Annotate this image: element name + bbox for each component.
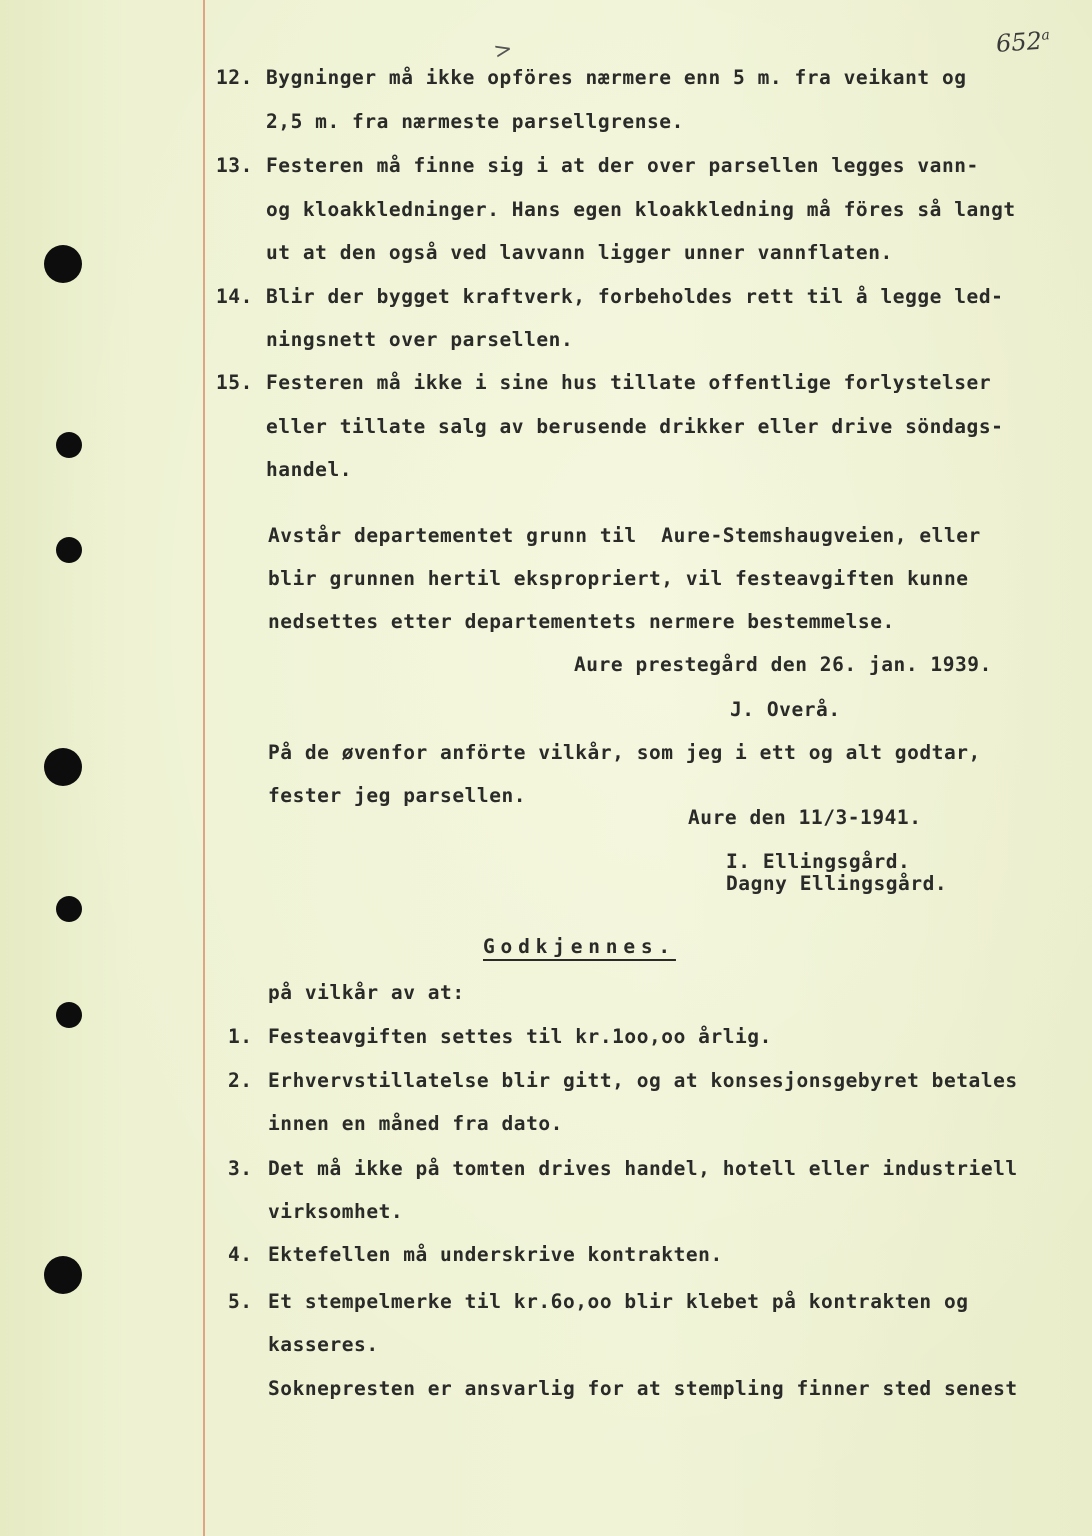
punch-hole bbox=[56, 1002, 82, 1028]
page-number bbox=[995, 26, 1051, 58]
condition-line: Et stempelmerke til kr.6o,oo blir klebet på kontrakten og bbox=[268, 1290, 969, 1313]
condition-line: virksomhet. bbox=[268, 1200, 404, 1223]
place-date: Aure prestegård den 26. jan. 1939. bbox=[574, 653, 992, 676]
condition-number: 2. bbox=[228, 1069, 253, 1092]
margin-rule bbox=[203, 0, 205, 1536]
signature: J. Overå. bbox=[730, 698, 841, 721]
clause-line: Blir der bygget kraftverk, forbeholdes rett til å legge led- bbox=[266, 285, 1004, 308]
handwritten-mark: > bbox=[491, 36, 515, 65]
paragraph-line: blir grunnen hertil ekspropriert, vil festeavgiften kunne bbox=[268, 567, 969, 590]
condition-line: Det må ikke på tomten drives handel, hotell eller industriell bbox=[268, 1157, 1018, 1180]
punch-hole bbox=[44, 245, 82, 283]
punch-hole bbox=[56, 432, 82, 458]
clause-line: Festeren må finne sig i at der over parsellen legges vann- bbox=[266, 154, 979, 177]
signature: Dagny Ellingsgård. bbox=[726, 872, 948, 895]
page-number-suffix: a bbox=[1040, 27, 1051, 44]
paragraph-line: nedsettes etter departementets nermere bestemmelse. bbox=[268, 610, 895, 633]
condition-number: 4. bbox=[228, 1243, 253, 1266]
condition-line: Erhvervstillatelse blir gitt, og at konsesjonsgebyret betales bbox=[268, 1069, 1018, 1092]
punch-hole bbox=[44, 1256, 82, 1294]
punch-hole bbox=[56, 537, 82, 563]
clause-line: handel. bbox=[266, 458, 353, 481]
punch-hole bbox=[44, 748, 82, 786]
conditions-intro: på vilkår av at: bbox=[268, 981, 465, 1004]
approval-heading: Godkjennes. bbox=[483, 935, 676, 958]
clause-number: 14. bbox=[216, 285, 253, 308]
condition-line: Festeavgiften settes til kr.1oo,oo årlig. bbox=[268, 1025, 772, 1048]
condition-line: innen en måned fra dato. bbox=[268, 1112, 563, 1135]
clause-number: 13. bbox=[216, 154, 253, 177]
condition-line: Ektefellen må underskrive kontrakten. bbox=[268, 1243, 723, 1266]
condition-number: 1. bbox=[228, 1025, 253, 1048]
clause-line: Bygninger må ikke opföres nærmere enn 5 m. fra veikant og bbox=[266, 66, 967, 89]
clause-line: eller tillate salg av berusende drikker eller drive söndags- bbox=[266, 415, 1004, 438]
clause-line: Festeren må ikke i sine hus tillate offentlige forlystelser bbox=[266, 371, 992, 394]
condition-number: 5. bbox=[228, 1290, 253, 1313]
condition-number: 3. bbox=[228, 1157, 253, 1180]
acceptance-line: På de øvenfor anförte vilkår, som jeg i ett og alt godtar, bbox=[268, 741, 981, 764]
clause-line: ut at den også ved lavvann ligger unner vannflaten. bbox=[266, 241, 893, 264]
closing-line: Soknepresten er ansvarlig for at stempling finner sted senest bbox=[268, 1377, 1018, 1400]
clause-line: ningsnett over parsellen. bbox=[266, 328, 574, 351]
condition-line: kasseres. bbox=[268, 1333, 379, 1356]
clause-number: 15. bbox=[216, 371, 253, 394]
clause-line: 2,5 m. fra nærmeste parsellgrense. bbox=[266, 110, 684, 133]
page-number-value: 652 bbox=[995, 26, 1043, 58]
clause-number: 12. bbox=[216, 66, 253, 89]
punch-hole bbox=[56, 896, 82, 922]
clause-line: og kloakkledninger. Hans egen kloakkledning må föres så langt bbox=[266, 198, 1016, 221]
signature: I. Ellingsgård. bbox=[726, 850, 911, 873]
acceptance-line: fester jeg parsellen. bbox=[268, 784, 527, 807]
paragraph-line: Avstår departementet grunn til Aure-Stemshaugveien, eller bbox=[268, 524, 981, 547]
place-date: Aure den 11/3-1941. bbox=[688, 806, 922, 829]
